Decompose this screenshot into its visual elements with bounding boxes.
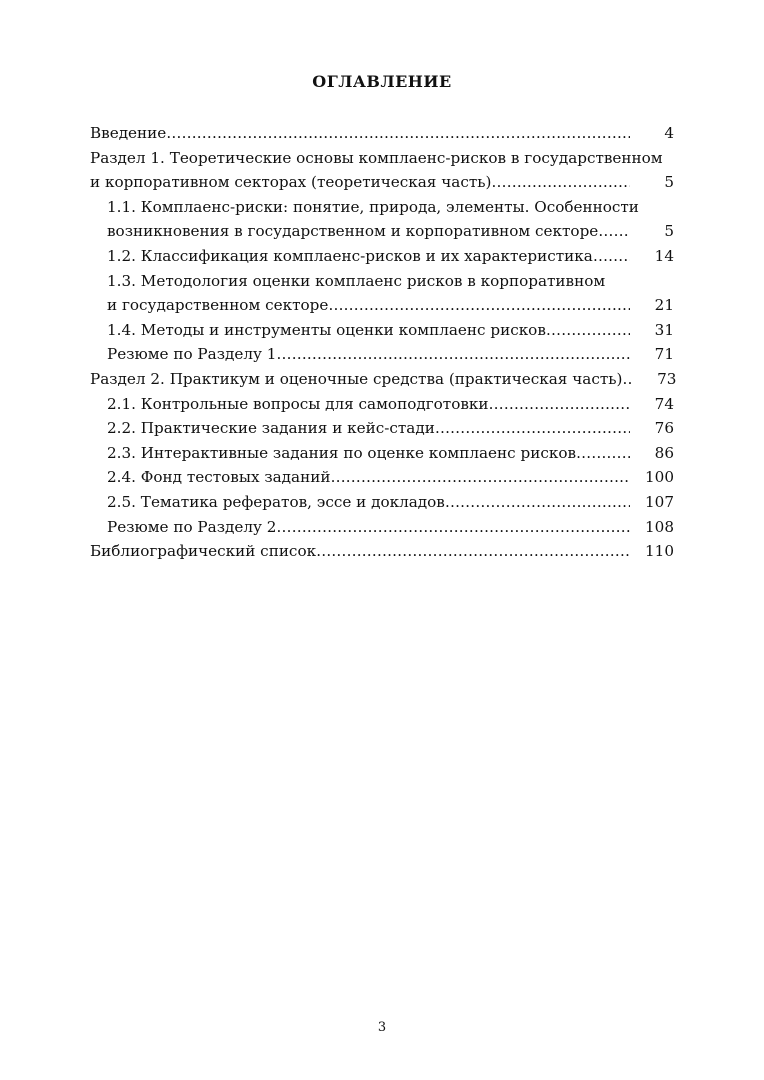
toc-entry[interactable] [90,269,674,318]
toc-entry-line [107,195,674,220]
toc-entry-line [107,342,674,367]
toc-entry-line [107,219,674,244]
toc-entry-title: 1.2. Классификация комплаенс-рисков и их характеристика [107,246,593,265]
toc-entry-title: Резюме по Разделу 2 [107,517,277,536]
toc-entry-line [107,318,674,343]
toc-leader-dots [435,416,630,441]
toc-entry-line [107,244,674,269]
toc-leader-dots [445,490,630,515]
toc-page-number: 4 [664,124,674,142]
toc-entry-line [107,441,674,466]
toc-entry[interactable] [90,416,674,441]
toc-entry[interactable] [90,318,674,343]
toc-leader-dots [276,342,630,367]
toc-page-number: 74 [654,394,674,413]
toc-page-number: 5 [664,222,674,241]
toc-entry[interactable] [90,515,674,540]
toc-leader-dots [489,392,631,417]
toc-entry-title: Раздел 2. Практикум и оценочные средства (практическая часть) [90,369,623,388]
toc-entry-line [90,146,674,171]
toc-leader-dots [546,318,630,343]
toc-entry-line [107,465,674,490]
toc-leader-dots [576,441,630,466]
toc-entry-title: 2.4. Фонд тестовых заданий [107,468,331,487]
toc-leader-dots [622,367,632,392]
toc-entry[interactable] [90,539,674,564]
toc-entry-title: Библиографический список [90,542,317,561]
toc-entry-title: Введение [90,124,167,142]
toc-page-number: 108 [645,517,674,536]
toc-entry-line [90,170,674,195]
toc-entry-title: 1.3. Методология оценки комплаенс рисков в корпоративном [107,271,606,290]
toc-leader-dots [491,170,630,195]
toc-entry[interactable] [90,342,674,367]
toc-leader-dots [276,515,630,540]
toc-entry-title: 2.5. Тематика рефератов, эссе и докладов [107,492,445,511]
toc-entry[interactable] [90,121,674,146]
page-number: 3 [377,1020,387,1035]
toc-leader-dots [598,219,630,244]
toc-entry-title: и корпоративном секторах (теоретическая часть) [90,173,492,192]
toc-entry[interactable] [90,490,674,515]
toc-page-number: 73 [657,369,677,388]
toc-page-number: 107 [645,492,674,511]
toc-entry-line [90,367,677,392]
toc-entry[interactable] [90,195,674,244]
toc-page-number: 71 [654,345,674,364]
toc-entry-title: 1.4. Методы и инструменты оценки комплаенс рисков [107,320,546,339]
toc-leader-dots [328,293,630,318]
toc-entry-line [90,121,674,146]
toc-entry[interactable] [90,244,674,269]
toc-entry[interactable] [90,441,674,466]
toc-entry[interactable] [90,146,674,195]
toc-entry-line [107,490,674,515]
toc-page-number: 86 [654,443,674,462]
toc-entry-line [107,515,674,540]
toc-leader-dots [593,244,630,269]
toc-entry[interactable] [90,465,674,490]
toc-entry-title: 2.1. Контрольные вопросы для самоподготовки [107,394,489,413]
toc-page-number: 31 [654,320,674,339]
toc-leader-dots [316,539,630,564]
table-of-contents [90,121,677,564]
toc-entry-line [107,293,674,318]
toc-entry-line [107,392,674,417]
toc-entry-title: 2.3. Интерактивные задания по оценке комплаенс рисков [107,443,577,462]
toc-entry-title: Резюме по Разделу 1 [107,345,277,364]
toc-entry-title: возникновения в государственном и корпоративном секторе [107,222,599,241]
toc-page-number: 5 [664,173,674,192]
page-title: ОГЛАВЛЕНИЕ [312,72,452,91]
toc-leader-dots [330,465,630,490]
toc-entry-title: и государственном секторе [107,296,329,315]
toc-leader-dots [166,121,630,146]
toc-page-number: 21 [654,296,674,315]
toc-entry-title: Раздел 1. Теоретические основы комплаенс-рисков в государственном [90,148,663,167]
toc-entry-line [90,539,674,564]
toc-page-number: 110 [645,542,674,561]
toc-entry[interactable] [90,367,677,392]
toc-entry-line [107,416,674,441]
toc-page-number: 14 [654,246,674,265]
toc-page-number: 100 [645,468,674,487]
toc-entry-line [107,269,674,294]
toc-page-number: 76 [654,419,674,438]
toc-entry-title: 1.1. Комплаенс-риски: понятие, природа, элементы. Особенности [107,197,639,216]
toc-entry[interactable] [90,392,674,417]
toc-entry-title: 2.2. Практические задания и кейс-стади [107,419,435,438]
